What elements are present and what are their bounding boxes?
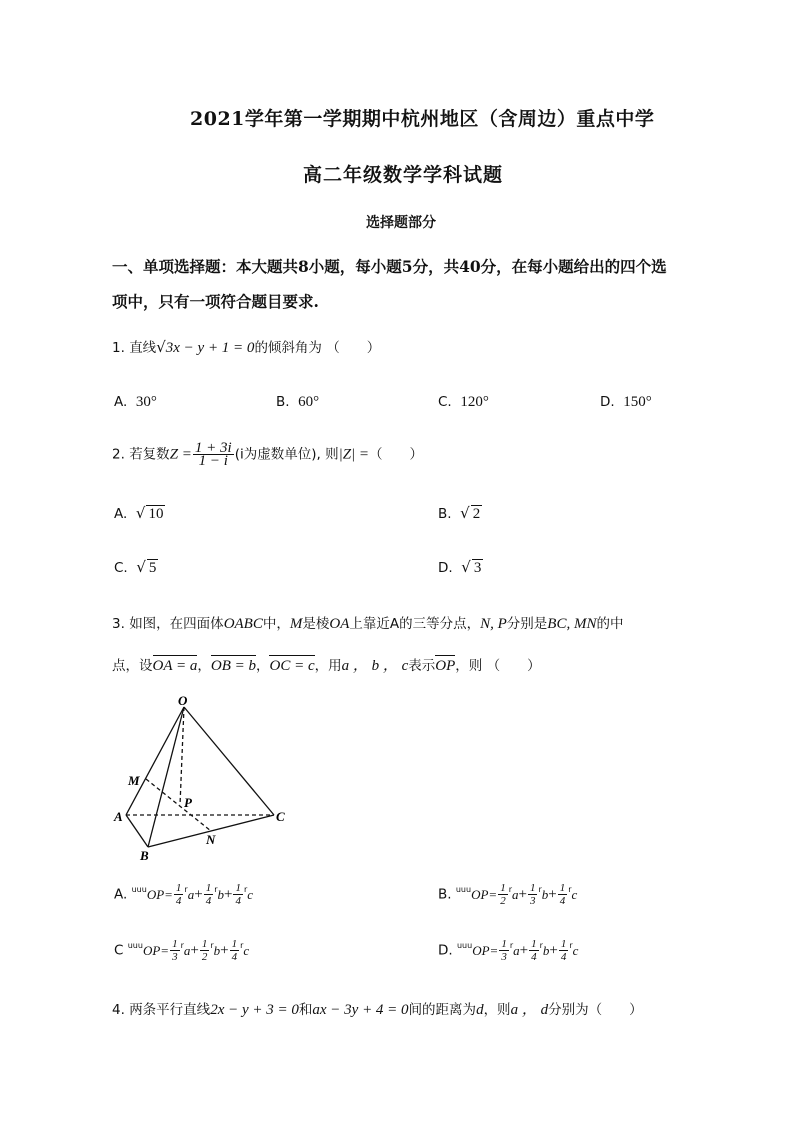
coef-3 — [558, 882, 568, 907]
q3-bc-mn: BC, MN — [547, 616, 597, 632]
vector-a — [509, 940, 520, 958]
vector-mark: r — [539, 940, 543, 950]
section1-instructions-line1: 一、单项选择题：本大题共8小题，每小题5分，共40分，在每小题给出的四个选 — [112, 257, 667, 276]
q4-d: d — [476, 1002, 484, 1018]
vector-oc: OC = c — [269, 652, 314, 675]
vector-mark: r — [243, 884, 248, 894]
coef-2 — [528, 882, 538, 907]
q4-text: 两条平行直线 — [129, 1002, 211, 1018]
q3-text: ，则 （ ） — [455, 658, 541, 674]
q3-option-c[interactable]: C $^{uuu}$OP= $\frac{1}{3}$ $^r$a+ $\frac{1}{2}$ $^r$b+ $\frac{1}{4}$ $^r$c — [114, 938, 250, 963]
q1-option-c[interactable] — [438, 394, 489, 411]
q2-fraction — [193, 442, 234, 467]
vector-b — [214, 884, 224, 902]
question-3-stem-line2: 点，设OA = a，OB = b，OC = c，用a ， b ， c表示OP，则 （ ） — [112, 652, 541, 675]
fraction-numerator: 1 — [172, 938, 178, 950]
option-lhs: OP= — [142, 942, 170, 958]
fraction-numerator: 1 — [205, 882, 212, 894]
vector-mark: r — [509, 940, 514, 950]
question-3-stem-line1 — [112, 612, 623, 633]
question-number: 4. — [112, 1002, 125, 1018]
fraction-numerator: 1 — [529, 882, 536, 894]
vector-a — [180, 940, 191, 958]
q4-text: 间的距离为 — [408, 1002, 477, 1018]
option-vec: b — [213, 942, 221, 958]
option-vec: a — [183, 942, 191, 958]
section1-instructions-line2: 项中，只有一项符合题目要求. — [112, 292, 319, 311]
q3-m: M — [289, 616, 303, 632]
fraction-denominator: 3 — [501, 951, 507, 963]
q2-absz: |Z| = — [338, 446, 370, 463]
q2-option-b[interactable] — [438, 504, 482, 523]
vector-mark: r — [568, 884, 572, 894]
point-label-p: P — [184, 795, 192, 810]
q3-oabc: OABC — [223, 616, 263, 632]
q4-text: 分别为（ ） — [548, 1002, 643, 1018]
option-lhs: OP= — [472, 942, 499, 958]
option-vec: b — [542, 942, 550, 958]
q1-equation: 3x − y + 1 = 0 — [165, 340, 255, 356]
coef-1 — [170, 938, 180, 963]
q3-text: ，用 — [314, 658, 342, 674]
fraction-denominator: 1 − i — [198, 453, 228, 469]
option-label: A. — [114, 394, 128, 410]
coef-1 — [499, 938, 509, 963]
q4-text: ，则 — [483, 1002, 511, 1018]
fraction-numerator: 1 — [559, 882, 566, 894]
q1-option-b[interactable] — [276, 394, 319, 411]
option-vec: a — [513, 942, 520, 958]
q3-option-d[interactable]: D. $^{uuu}$OP= $\frac{1}{3}$ $^r$a+ $\frac{1}{4}$ $^r$b+ $\frac{1}{4}$ $^r$c — [438, 938, 579, 963]
fraction-denominator: 4 — [531, 951, 537, 963]
option-lhs: OP= — [146, 886, 173, 902]
q1-option-d[interactable] — [600, 394, 652, 411]
point-label-n: N — [206, 832, 216, 847]
q3-option-b[interactable]: B. $^{uuu}$OP= $\frac{1}{2}$ $^r$a+ $\frac{1}{3}$ $^r$b+ $\frac{1}{4}$ $^r$c — [438, 882, 578, 907]
option-label: D. — [438, 560, 453, 576]
option-vec: a — [187, 886, 195, 902]
question-number: 2. — [112, 446, 125, 463]
q4-ad: a ， d — [510, 1002, 549, 1018]
vector-op — [456, 940, 499, 958]
option-label: B. — [276, 394, 290, 410]
option-label: C — [114, 942, 124, 959]
question-1-stem — [112, 336, 380, 357]
vertex-label-m: M — [128, 773, 140, 788]
coef-1 — [498, 882, 508, 907]
option-label: A. — [114, 506, 128, 522]
coef-2 — [200, 938, 210, 963]
fraction-denominator: 4 — [205, 895, 212, 907]
option-value: 150° — [623, 394, 652, 410]
fraction-numerator: 1 — [501, 938, 507, 950]
sqrt-icon: √ — [460, 504, 470, 522]
option-value: 5 — [148, 560, 157, 576]
option-vec: c — [247, 886, 254, 902]
vector-mark: r — [184, 884, 188, 894]
vertex-label-b: B — [140, 848, 149, 863]
fraction-denominator: 3 — [529, 895, 536, 907]
vector-b — [539, 940, 550, 958]
fraction-denominator: 4 — [559, 895, 566, 907]
vector-op — [455, 884, 498, 902]
vector-mark: r — [569, 940, 573, 950]
option-label: A. — [114, 886, 128, 903]
vector-oa: OA = a — [153, 652, 198, 675]
vector-c — [568, 884, 578, 902]
question-4-stem — [112, 998, 643, 1019]
vertex-label-o: O — [178, 695, 188, 708]
vector-a — [508, 884, 519, 902]
option-vec: b — [217, 886, 224, 902]
fraction-numerator: 1 — [531, 938, 537, 950]
q1-pre: 直线 — [129, 340, 157, 356]
coef-3 — [233, 882, 243, 907]
vector-c — [569, 940, 579, 958]
tetrahedron-figure — [112, 695, 302, 870]
fraction-denominator: 4 — [175, 895, 182, 907]
q3-text: 表示 — [408, 658, 436, 674]
fraction-denominator: 2 — [500, 895, 506, 907]
option-label: D. — [600, 394, 615, 410]
q3-np: N, P — [480, 616, 507, 632]
fraction-denominator: 4 — [231, 951, 238, 963]
vector-c — [240, 940, 250, 958]
q3-text: 点，设 — [112, 658, 153, 674]
option-vec: c — [572, 942, 579, 958]
q3-option-a[interactable]: A. $^{uuu}$OP= $\frac{1}{4}$ $^r$a+ $\frac{1}{4}$ $^r$b+ $\frac{1}{4}$ $^r$c — [114, 882, 254, 907]
vector-c — [243, 884, 254, 902]
q2-post: (i为虚数单位), 则 — [234, 446, 339, 463]
vector-mark: r — [210, 940, 214, 950]
fraction-denominator: 2 — [201, 951, 208, 963]
vector-mark: r — [214, 884, 218, 894]
option-value: 2 — [472, 506, 481, 522]
fraction-denominator: 4 — [235, 895, 241, 907]
vector-mark: uuu — [131, 884, 147, 894]
coef-1 — [174, 882, 184, 907]
option-label: C. — [114, 560, 128, 576]
question-number: 3. — [112, 616, 125, 632]
vector-mark: uuu — [455, 884, 472, 894]
q2-z: Z = — [169, 446, 192, 463]
option-label: C. — [438, 394, 452, 410]
sqrt-icon: √ — [135, 504, 146, 522]
vector-b — [210, 940, 221, 958]
coef-2 — [529, 938, 539, 963]
q1-post: 的倾斜角为 （ ） — [254, 340, 381, 356]
coef-2 — [204, 882, 214, 907]
option-vec: a — [511, 886, 519, 902]
exam-title-line2: 高二年级数学学科试题 — [303, 164, 504, 186]
q2-option-d[interactable] — [438, 558, 483, 577]
fraction-numerator: 1 — [175, 882, 182, 894]
exam-title-line1: 2021学年第一学期期中杭州地区（含周边）重点中学 — [190, 108, 655, 130]
vector-a — [184, 884, 195, 902]
vertex-label-c: C — [276, 809, 285, 824]
fraction-numerator: 1 — [201, 938, 208, 950]
q4-text: 和 — [298, 1002, 313, 1018]
q2-pre: 若复数 — [129, 446, 170, 463]
q3-text: 中， — [262, 616, 290, 632]
q2-paren: （ ） — [369, 446, 424, 463]
fraction-numerator: 1 — [231, 938, 238, 950]
fraction-numerator: 1 — [235, 882, 241, 894]
q2-option-a[interactable] — [114, 504, 165, 523]
fraction-numerator: 1 + 3i — [194, 440, 232, 456]
q3-text: 是棱 — [302, 616, 330, 632]
q3-oa: OA — [329, 616, 350, 632]
option-vec: c — [243, 942, 250, 958]
q3-text: 分别是 — [506, 616, 548, 632]
option-vec: c — [571, 886, 578, 902]
option-value: 3 — [473, 560, 482, 576]
option-value: 60° — [298, 394, 320, 410]
question-number: 1. — [112, 340, 125, 356]
fraction-numerator: 1 — [500, 882, 506, 894]
vector-op — [131, 884, 173, 902]
q3-text: 上靠近A的三等分点， — [349, 616, 481, 632]
q1-option-a[interactable] — [114, 394, 157, 411]
vector-ob: OB = b — [211, 652, 256, 675]
vector-mark: uuu — [456, 940, 473, 950]
option-vec: b — [541, 886, 549, 902]
vector-mark: r — [538, 884, 542, 894]
option-label: B. — [438, 886, 452, 903]
q4-equation-2: ax − 3y + 4 = 0 — [312, 1002, 409, 1018]
option-lhs: OP= — [471, 886, 498, 902]
q3-text: 的中 — [596, 616, 624, 632]
q3-text: 如图，在四面体 — [129, 616, 224, 632]
sqrt-icon: √ — [156, 338, 166, 356]
sqrt-icon: √ — [136, 558, 146, 576]
q4-equation-1: 2x − y + 3 = 0 — [210, 1002, 299, 1018]
fraction-denominator: 4 — [560, 951, 567, 963]
coef-3 — [559, 938, 569, 963]
q2-option-c[interactable] — [114, 558, 158, 577]
fraction-numerator: 1 — [560, 938, 567, 950]
question-2-stem — [112, 442, 423, 467]
vector-op: OP — [435, 652, 455, 675]
vector-mark: r — [180, 940, 184, 950]
option-label: B. — [438, 506, 452, 522]
vector-op — [127, 940, 170, 958]
vector-mark: uuu — [127, 940, 143, 950]
option-value: 10 — [148, 506, 164, 522]
sqrt-icon: √ — [461, 558, 471, 576]
vector-mark: r — [240, 940, 244, 950]
option-label: D. — [438, 942, 453, 959]
coef-3 — [230, 938, 240, 963]
option-value: 120° — [460, 394, 489, 410]
part-heading: 选择题部分 — [366, 215, 436, 231]
q3-abc: a ， b ， c — [341, 658, 409, 674]
vertex-label-a: A — [114, 809, 123, 824]
vector-mark: r — [508, 884, 512, 894]
option-value: 30° — [135, 394, 157, 410]
fraction-denominator: 3 — [172, 951, 178, 963]
vector-b — [538, 884, 549, 902]
